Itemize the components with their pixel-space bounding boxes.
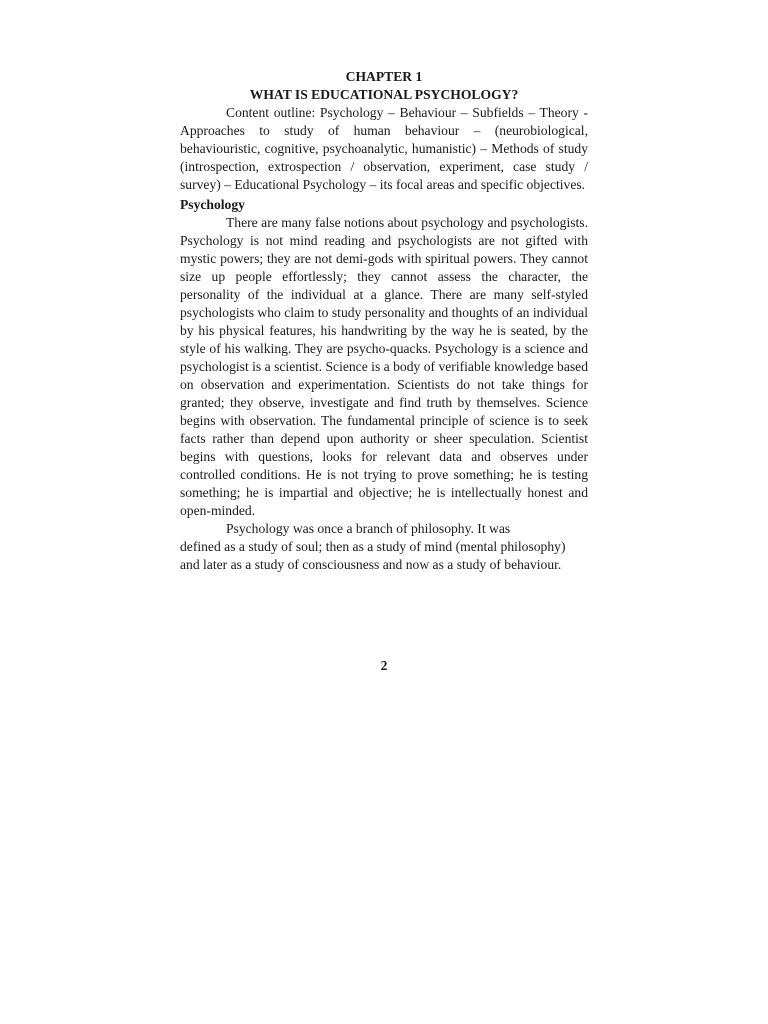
document-page [180,62,588,574]
paragraph-line: defined as a study of soul; then as a study of mind (mental philosophy) [180,539,566,554]
chapter-title: WHAT IS EDUCATIONAL PSYCHOLOGY? [249,87,519,102]
content-outline: Content outline: Psychology – Behaviour – Subfields – Theory - Approaches to study of human behaviour – (neurobiological, behaviouristic, cognitive, psychoanalytic, humanistic) – Methods of study (introspection, extrospection / observation, experiment, case study / survey) – Educational Psychology – its focal areas and specific objectives. [180,105,588,192]
paragraph-line: Psychology was once a branch of philosophy. It was [226,521,511,536]
section-heading-psychology: Psychology [180,197,245,212]
paragraph-line: and later as a study of consciousness and now as a study of behaviour. [180,557,562,572]
paragraph-history [180,520,588,574]
page-number: 2 [380,658,388,673]
chapter-label: CHAPTER 1 [345,69,423,84]
paragraph-false-notions: There are many false notions about psychology and psychologists. Psychology is not mind reading and psychologists are not gifted with mystic powers; they are not demi-gods with spiritual powers. They cannot size up people effortlessly; they cannot assess the character, the personality of the individual at a glance. There are many self-styled psychologists who claim to study personality and thoughts of an individual by his physical features, his handwriting by the way he is seated, by the style of his walking. They are psycho-quacks. Psychology is a science and psychologist is a scientist. Science is a body of verifiable knowledge based on observation and experimentation. Scientists do not take things for granted; they observe, investigate and find truth by themselves. Science begins with observation. The fundamental principle of science is to seek facts rather than depend upon authority or sheer speculation. Scientist begins with questions, looks for relevant data and observes under controlled conditions. He is not trying to prove something; he is testing something; he is impartial and objective; he is intellectually honest and open-minded. [180,215,588,518]
